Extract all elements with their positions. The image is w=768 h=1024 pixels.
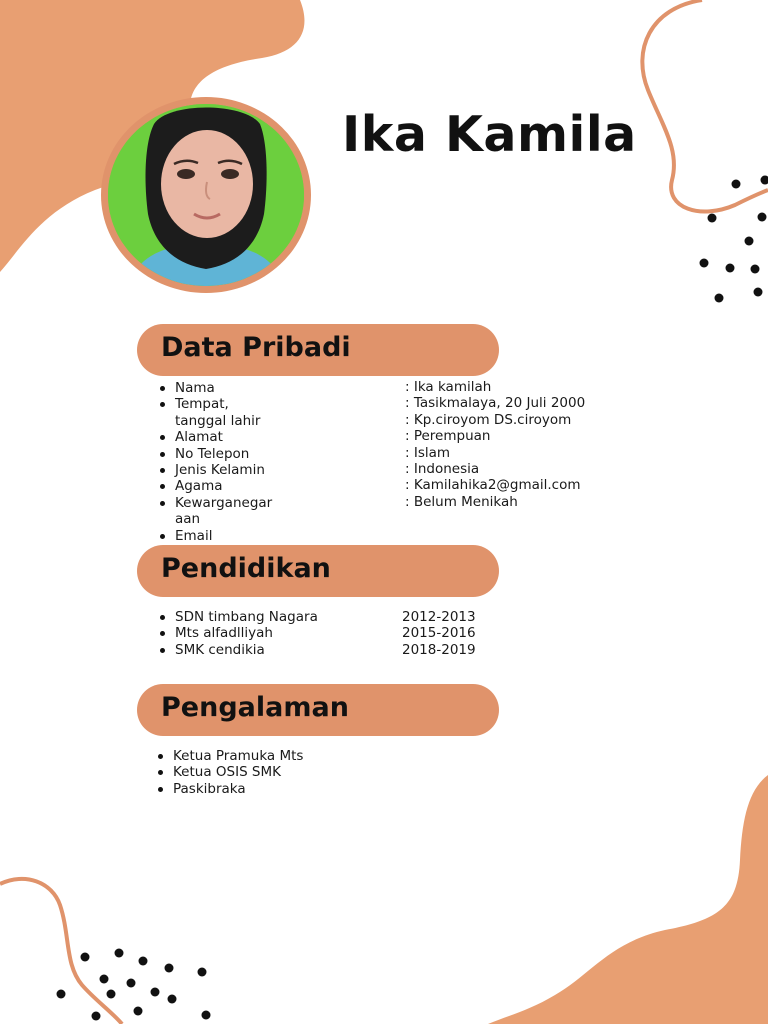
list-item [159,642,499,658]
school-name: SMK cendikia [175,641,265,658]
portrait-illustration [108,104,304,286]
list-item: Nama [159,380,309,396]
list-item: Tempat, tanggal lahir [159,396,275,429]
list-item: Email [159,528,309,544]
list-value: : Islam [405,444,451,461]
section-header-personal [137,324,499,376]
top-right-outline [642,0,768,212]
bottom-right-blob [488,775,768,1024]
section-title-experience: Pengalaman [161,692,349,723]
section-title-personal: Data Pribadi [161,332,351,363]
education-list [159,609,499,658]
list-value: : Belum Menikah [405,493,518,510]
list-value: : Indonesia [405,461,480,478]
personal-values-list [405,379,705,510]
list-item: No Telepon [159,446,309,462]
school-years: 2012-2013 [402,609,476,625]
list-item: Alamat [159,429,309,445]
list-item: Agama [159,478,309,494]
school-years: 2015-2016 [402,625,476,642]
school-name: SDN timbang Nagara [175,609,318,625]
list-item: Jenis Kelamin [159,462,309,478]
list-item: Kewarganegar aan [159,495,280,528]
list-item [159,609,499,625]
list-item: Ketua Pramuka Mts [157,748,457,764]
personal-labels-list [159,380,309,544]
list-item: Ketua OSIS SMK [157,764,457,780]
list-value: : Ika kamilah [405,379,492,395]
list-value: : Tasikmalaya, 20 Juli 2000 [405,395,586,412]
list-item: Paskibraka [157,781,457,797]
bottom-left-outline [0,879,122,1024]
list-value: : Perempuan [405,428,491,445]
list-value: : Kp.ciroyom DS.ciroyom [405,411,572,428]
profile-photo [108,104,304,286]
experience-list [157,748,457,797]
profile-photo-frame [101,97,311,293]
school-years: 2018-2019 [402,641,476,658]
section-title-education: Pendidikan [161,553,331,584]
full-name-heading: Ika Kamila [342,106,637,163]
section-header-experience [137,684,499,736]
section-header-education [137,545,499,597]
list-item [159,625,499,641]
school-name: Mts alfadlliyah [175,625,273,642]
list-value: : Kamilahika2@gmail.com [405,477,581,494]
